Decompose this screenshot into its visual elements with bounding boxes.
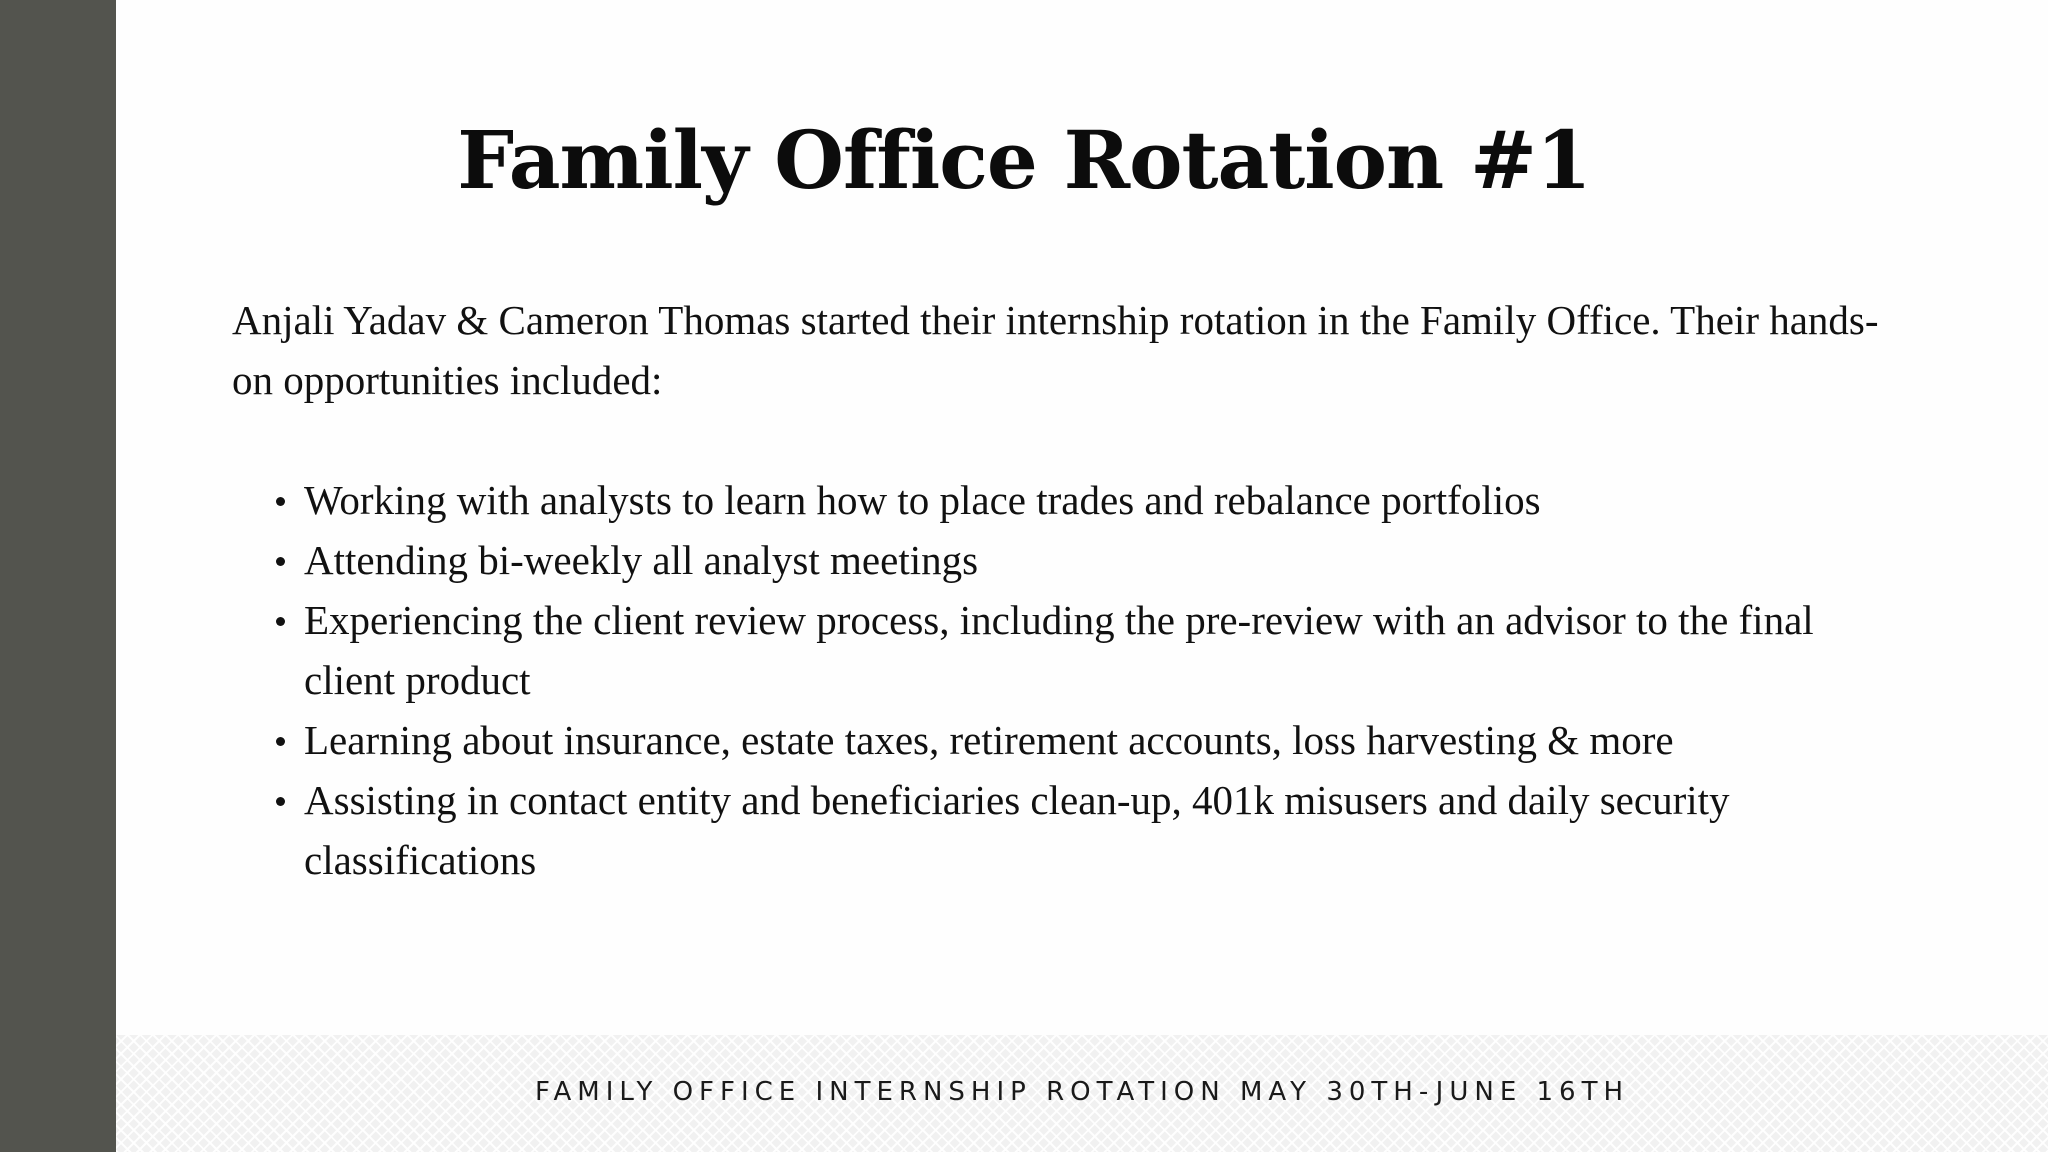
bullet-icon (276, 797, 285, 806)
list-item (232, 470, 1912, 530)
slide-title: Family Office Rotation #1 (457, 113, 1591, 207)
list-item (232, 710, 1912, 770)
list-item (232, 590, 1912, 710)
list-item (232, 530, 1912, 590)
list-item-text: Working with analysts to learn how to place trades and rebalance portfolios (304, 477, 1541, 523)
bullet-icon (276, 737, 285, 746)
list-item-text: Assisting in contact entity and beneficiaries clean-up, 401k misusers and daily security classifications (304, 777, 1730, 883)
list-item (232, 770, 1912, 890)
list-item-text: Attending bi-weekly all analyst meetings (304, 537, 979, 583)
left-accent-bar (0, 0, 116, 1152)
bullet-icon (276, 617, 285, 626)
bullet-icon (276, 557, 285, 566)
bullet-icon (276, 497, 285, 506)
intro-paragraph: Anjali Yadav & Cameron Thomas started their internship rotation in the Family Office. Their hands-on opportunities included: (232, 297, 1879, 403)
list-item-text: Experiencing the client review process, including the pre-review with an advisor to the final client product (304, 597, 1814, 703)
opportunities-list (232, 470, 1912, 890)
footer-caption: FAMILY OFFICE INTERNSHIP ROTATION MAY 30TH-JUNE 16TH (534, 1077, 1630, 1107)
slide-body (232, 290, 1912, 890)
list-item-text: Learning about insurance, estate taxes, retirement accounts, loss harvesting & more (304, 717, 1674, 763)
